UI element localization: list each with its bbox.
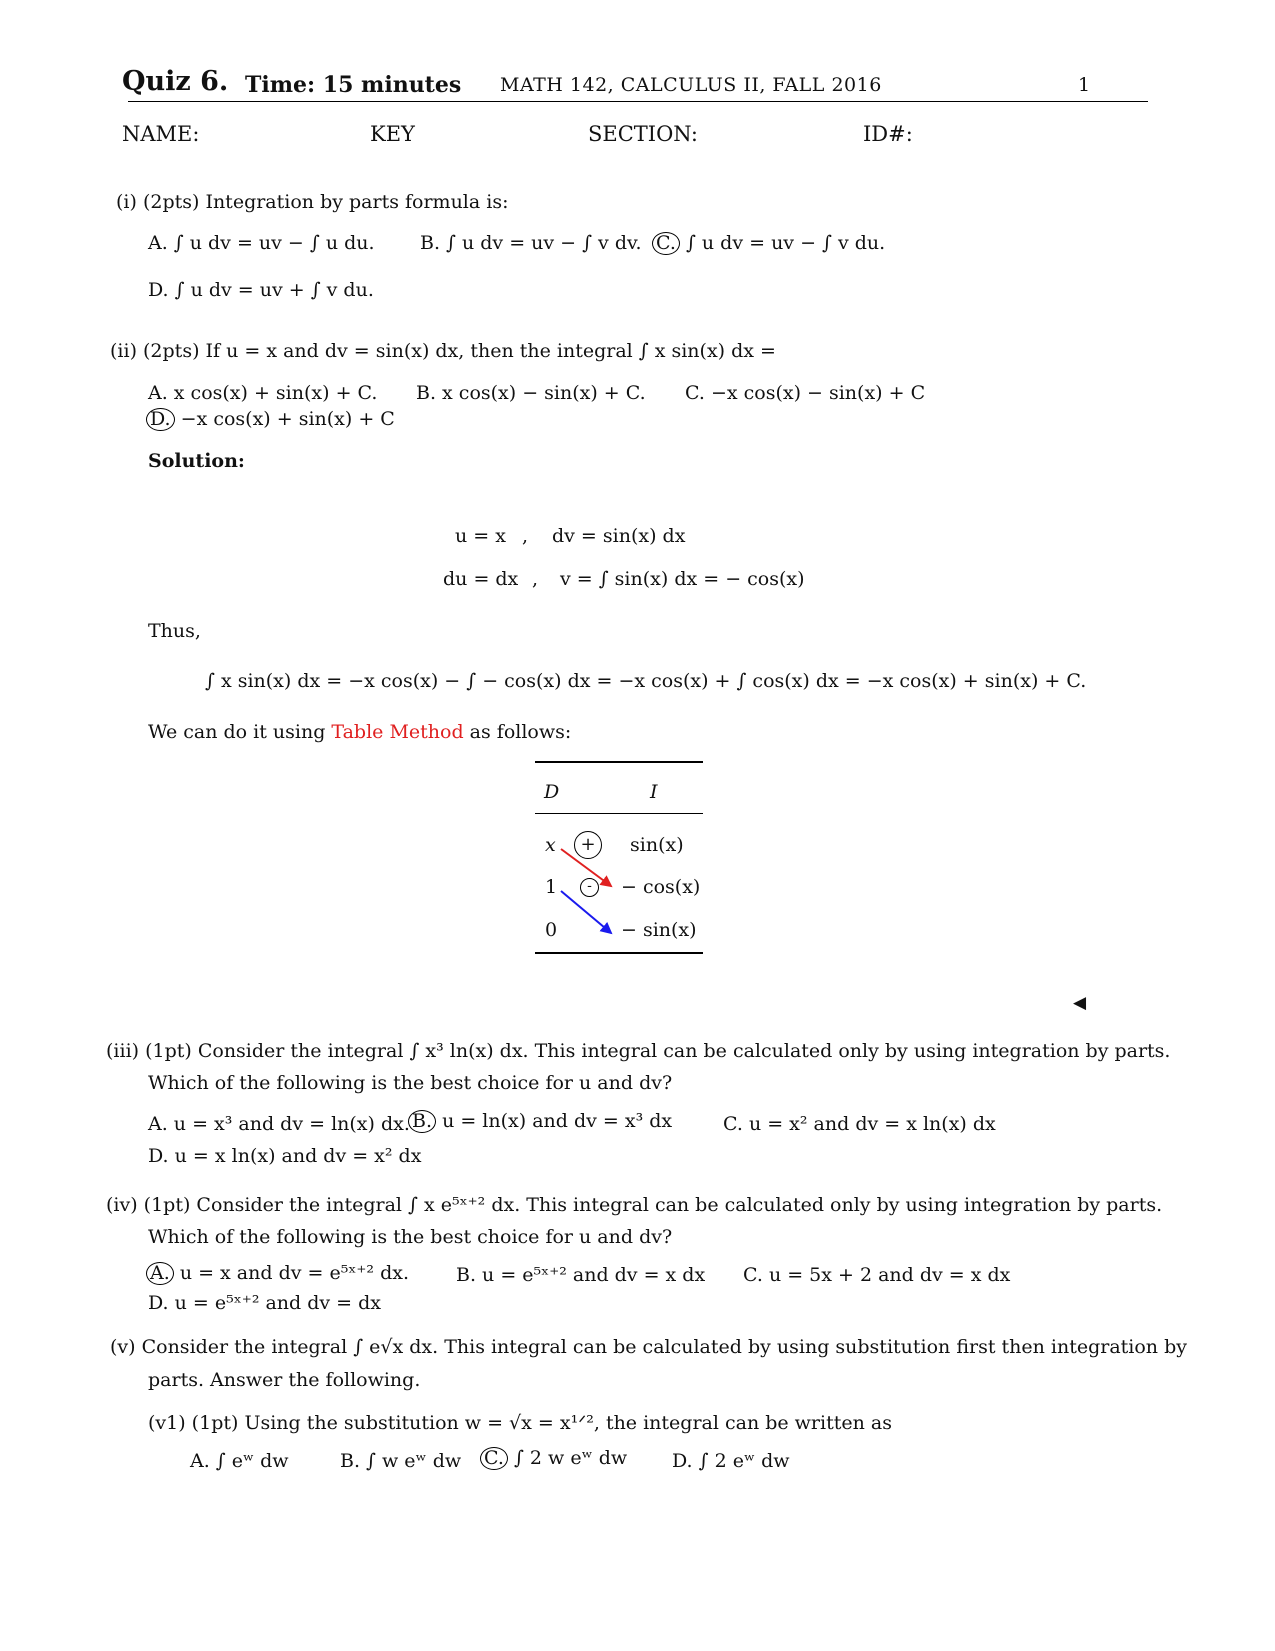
table-intro-post: as follows: [463,721,572,743]
quiz-title: Quiz 6. [122,66,229,97]
q3-option-c: C. u = x² and dv = x ln(x) dx [723,1113,996,1135]
di-arrows [535,761,703,954]
q3-option-b-text: u = ln(x) and dv = x³ dx [442,1110,673,1132]
q5-stem: (v) Consider the integral ∫ e√x dx. This integral can be calculated by using substitution first then integration by [110,1336,1187,1358]
q2-sol-comma2: , [532,568,539,590]
q5-answer-circle: C. [480,1447,508,1470]
table-method-link[interactable]: Table Method [331,721,464,743]
q2-option-b: B. x cos(x) − sin(x) + C. [416,382,646,404]
q3-option-a: A. u = x³ and dv = ln(x) dx. [148,1113,410,1135]
di-head-d: D [544,781,560,803]
time-label: Time: 15 minutes [245,72,462,98]
q4-option-c: C. u = 5x + 2 and dv = x dx [743,1264,1011,1286]
q2-sol-comma1: , [522,525,529,547]
q2-sol-v: v = ∫ sin(x) dx = − cos(x) [560,568,805,590]
q2-stem: (ii) (2pts) If u = x and dv = sin(x) dx, then the integral ∫ x sin(x) dx = [110,340,776,362]
q2-sol-u: u = x [455,525,506,547]
q2-option-d-text: −x cos(x) + sin(x) + C [180,408,395,430]
di-row1-i: sin(x) [630,834,684,856]
q3-answer-circle: B. [408,1110,436,1133]
plus-sign-circle: + [574,831,602,859]
di-head-i: I [650,781,658,803]
q3-option-b [408,1110,672,1133]
q1-stem: (i) (2pts) Integration by parts formula is: [116,191,509,213]
q2-solution-label: Solution: [148,450,245,472]
q2-option-a: A. x cos(x) + sin(x) + C. [148,382,378,404]
section-label: SECTION: [588,122,699,146]
blue-arrow [561,891,611,933]
di-row3-i: − sin(x) [621,919,697,941]
q2-option-d [146,408,395,431]
q2-table-intro [148,721,571,743]
q4-option-b: B. u = e⁵ˣ⁺² and dv = x dx [456,1264,706,1286]
q2-sol-du: du = dx [443,568,519,590]
q1-option-d: D. ∫ u dv = uv + ∫ v du. [148,279,374,301]
q2-sol-dv: dv = sin(x) dx [552,525,686,547]
q2-answer-circle: D. [146,408,175,431]
q4-stem: (iv) (1pt) Consider the integral ∫ x e⁵ˣ⁺² dx. This integral can be calculated only by using integration by parts. [106,1194,1163,1216]
q5-stem2: parts. Answer the following. [148,1369,421,1391]
di-row2-i: − cos(x) [621,876,701,898]
q3-stem2: Which of the following is the best choice for u and dv? [148,1072,673,1094]
page-number: 1 [1078,74,1091,96]
q1-option-a: A. ∫ u dv = uv − ∫ u du. [148,232,375,254]
red-arrow [561,849,611,886]
q5-option-a: A. ∫ eʷ dw [190,1450,289,1472]
q2-thus: Thus, [148,620,201,642]
q5-option-b: B. ∫ w eʷ dw [340,1450,462,1472]
di-row1-d: x [545,834,556,856]
minus-sign-circle: - [580,878,599,897]
q4-option-a-text: u = x and dv = e⁵ˣ⁺² dx. [179,1262,409,1284]
di-row2-d: 1 [545,876,558,898]
q4-answer-circle: A. [146,1262,174,1285]
q4-option-d: D. u = e⁵ˣ⁺² and dv = dx [148,1292,382,1314]
id-label: ID#: [863,122,913,146]
q5-option-c [480,1447,627,1470]
right-arrow-marker[interactable]: ◀ [1073,993,1087,1013]
q1-answer-circle: C. [652,232,680,255]
q1-option-b: B. ∫ u dv = uv − ∫ v dv. [420,232,642,254]
name-value: KEY [370,122,415,146]
q3-stem: (iii) (1pt) Consider the integral ∫ x³ ln(x) dx. This integral can be calculated only by using integration by parts. [106,1040,1171,1062]
q3-option-d: D. u = x ln(x) and dv = x² dx [148,1145,422,1167]
q4-option-a [146,1262,409,1285]
q1-option-c [652,232,885,255]
q5-option-c-text: ∫ 2 w eʷ dw [513,1447,628,1469]
q4-stem2: Which of the following is the best choice for u and dv? [148,1226,673,1248]
course-label: MATH 142, CALCULUS II, FALL 2016 [500,74,882,96]
q1-option-c-text: ∫ u dv = uv − ∫ v du. [685,232,886,254]
table-intro-pre: We can do it using [148,721,332,743]
di-row3-d: 0 [545,919,558,941]
q2-option-c: C. −x cos(x) − sin(x) + C [685,382,926,404]
di-table [535,761,703,954]
name-label: NAME: [122,122,200,146]
q2-integral-equation: ∫ x sin(x) dx = −x cos(x) − ∫ − cos(x) dx = −x cos(x) + ∫ cos(x) dx = −x cos(x) + sin(x) + C. [205,670,1087,692]
q5-option-d: D. ∫ 2 eʷ dw [672,1450,790,1472]
header-rule [128,101,1148,102]
q5-v1-stem: (v1) (1pt) Using the substitution w = √x = x¹ᐟ², the integral can be written as [148,1412,892,1434]
